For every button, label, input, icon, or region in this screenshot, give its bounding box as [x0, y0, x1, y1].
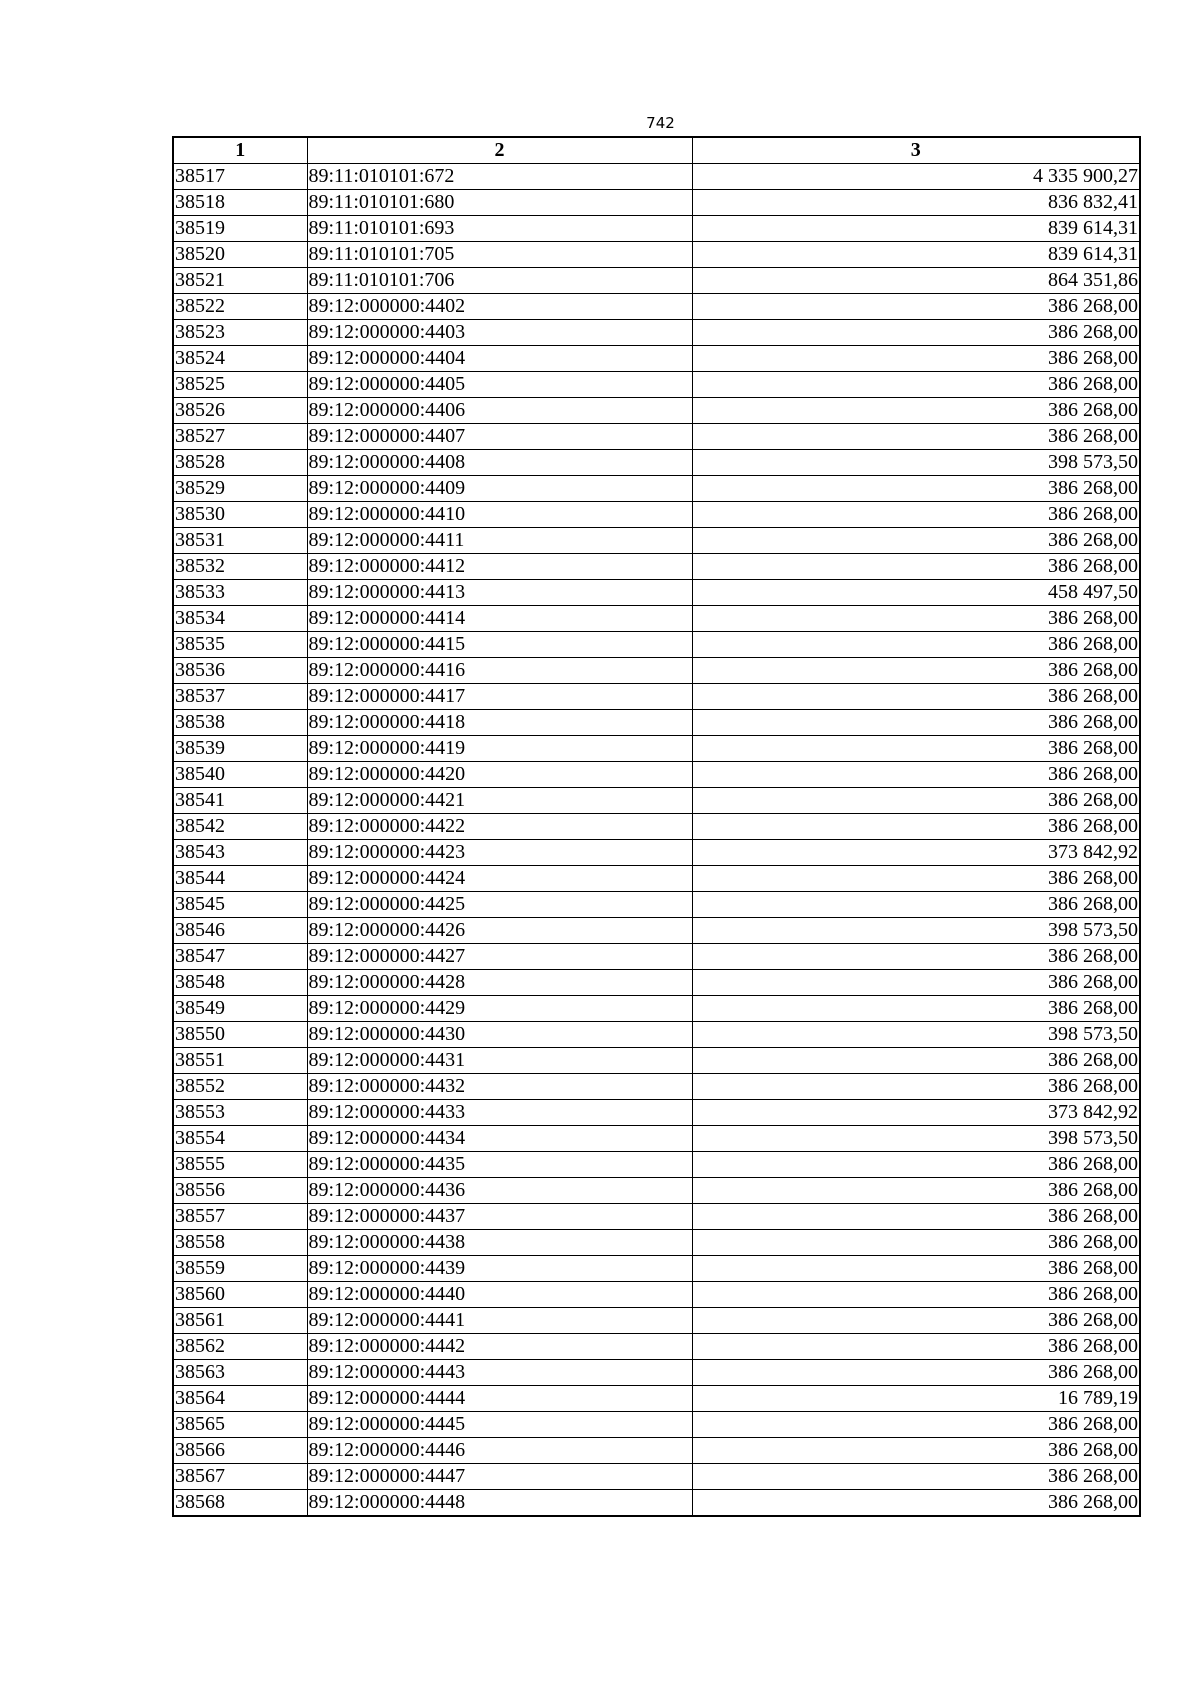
- table-row: [173, 1048, 1140, 1074]
- cadastral-value: 386 268,00: [692, 814, 1140, 840]
- cadastral-number: 89:12:000000:4446: [307, 1438, 692, 1464]
- row-number: 38532: [173, 554, 307, 580]
- cadastral-value: 839 614,31: [692, 242, 1140, 268]
- row-number: 38533: [173, 580, 307, 606]
- row-number: 38537: [173, 684, 307, 710]
- row-number: 38520: [173, 242, 307, 268]
- page-number: 742: [646, 114, 675, 132]
- table-row: [173, 528, 1140, 554]
- cadastral-value: 386 268,00: [692, 736, 1140, 762]
- cadastral-number: 89:12:000000:4421: [307, 788, 692, 814]
- cadastral-value: 386 268,00: [692, 606, 1140, 632]
- table-row: [173, 424, 1140, 450]
- table-row: [173, 1334, 1140, 1360]
- cadastral-value: 386 268,00: [692, 762, 1140, 788]
- cadastral-number: 89:12:000000:4436: [307, 1178, 692, 1204]
- table-row: [173, 294, 1140, 320]
- cadastral-number: 89:12:000000:4439: [307, 1256, 692, 1282]
- row-number: 38522: [173, 294, 307, 320]
- cadastral-number: 89:12:000000:4422: [307, 814, 692, 840]
- cadastral-value: 16 789,19: [692, 1386, 1140, 1412]
- data-table: [172, 136, 1141, 1517]
- table-row: [173, 476, 1140, 502]
- table-row: [173, 242, 1140, 268]
- cadastral-value: 386 268,00: [692, 970, 1140, 996]
- table-row: [173, 814, 1140, 840]
- cadastral-number: 89:12:000000:4409: [307, 476, 692, 502]
- cadastral-number: 89:12:000000:4440: [307, 1282, 692, 1308]
- cadastral-value: 386 268,00: [692, 710, 1140, 736]
- table-header: [173, 137, 1140, 164]
- cadastral-number: 89:12:000000:4402: [307, 294, 692, 320]
- cadastral-value: 386 268,00: [692, 944, 1140, 970]
- cadastral-value: 864 351,86: [692, 268, 1140, 294]
- cadastral-value: 386 268,00: [692, 1412, 1140, 1438]
- cadastral-number: 89:12:000000:4429: [307, 996, 692, 1022]
- row-number: 38543: [173, 840, 307, 866]
- row-number: 38550: [173, 1022, 307, 1048]
- cadastral-value: 386 268,00: [692, 1490, 1140, 1517]
- row-number: 38528: [173, 450, 307, 476]
- cadastral-value: 386 268,00: [692, 1438, 1140, 1464]
- row-number: 38559: [173, 1256, 307, 1282]
- cadastral-number: 89:11:010101:672: [307, 164, 692, 190]
- row-number: 38552: [173, 1074, 307, 1100]
- table-row: [173, 1178, 1140, 1204]
- table-row: [173, 1256, 1140, 1282]
- cadastral-number: 89:12:000000:4438: [307, 1230, 692, 1256]
- cadastral-number: 89:12:000000:4414: [307, 606, 692, 632]
- row-number: 38568: [173, 1490, 307, 1517]
- cadastral-number: 89:12:000000:4420: [307, 762, 692, 788]
- cadastral-number: 89:12:000000:4404: [307, 346, 692, 372]
- cadastral-value: 386 268,00: [692, 1152, 1140, 1178]
- table-row: [173, 216, 1140, 242]
- cadastral-value: 386 268,00: [692, 398, 1140, 424]
- table-row: [173, 320, 1140, 346]
- cadastral-value: 386 268,00: [692, 346, 1140, 372]
- cadastral-number: 89:12:000000:4419: [307, 736, 692, 762]
- cadastral-number: 89:12:000000:4415: [307, 632, 692, 658]
- table-row: [173, 1022, 1140, 1048]
- row-number: 38525: [173, 372, 307, 398]
- row-number: 38562: [173, 1334, 307, 1360]
- cadastral-number: 89:12:000000:4416: [307, 658, 692, 684]
- cadastral-number: 89:11:010101:693: [307, 216, 692, 242]
- row-number: 38519: [173, 216, 307, 242]
- row-number: 38542: [173, 814, 307, 840]
- cadastral-value: 386 268,00: [692, 528, 1140, 554]
- row-number: 38534: [173, 606, 307, 632]
- cadastral-value: 386 268,00: [692, 866, 1140, 892]
- cadastral-number: 89:12:000000:4424: [307, 866, 692, 892]
- table-row: [173, 632, 1140, 658]
- table-row: [173, 1490, 1140, 1517]
- row-number: 38564: [173, 1386, 307, 1412]
- table-row: [173, 1230, 1140, 1256]
- cadastral-value: 4 335 900,27: [692, 164, 1140, 190]
- cadastral-number: 89:12:000000:4448: [307, 1490, 692, 1517]
- row-number: 38563: [173, 1360, 307, 1386]
- cadastral-value: 386 268,00: [692, 1308, 1140, 1334]
- cadastral-value: 386 268,00: [692, 788, 1140, 814]
- cadastral-number: 89:12:000000:4445: [307, 1412, 692, 1438]
- row-number: 38557: [173, 1204, 307, 1230]
- cadastral-number: 89:12:000000:4431: [307, 1048, 692, 1074]
- table-row: [173, 164, 1140, 190]
- cadastral-number: 89:12:000000:4413: [307, 580, 692, 606]
- cadastral-value: 398 573,50: [692, 918, 1140, 944]
- row-number: 38518: [173, 190, 307, 216]
- cadastral-value: 386 268,00: [692, 372, 1140, 398]
- table-row: [173, 710, 1140, 736]
- table-row: [173, 762, 1140, 788]
- cadastral-number: 89:11:010101:680: [307, 190, 692, 216]
- cadastral-number: 89:12:000000:4434: [307, 1126, 692, 1152]
- cadastral-value: 386 268,00: [692, 1360, 1140, 1386]
- cadastral-value: 386 268,00: [692, 424, 1140, 450]
- cadastral-number: 89:12:000000:4417: [307, 684, 692, 710]
- cadastral-number: 89:12:000000:4447: [307, 1464, 692, 1490]
- table-row: [173, 996, 1140, 1022]
- cadastral-number: 89:11:010101:706: [307, 268, 692, 294]
- table-row: [173, 1412, 1140, 1438]
- column-header-3: 3: [692, 137, 1140, 164]
- cadastral-number: 89:12:000000:4426: [307, 918, 692, 944]
- table-row: [173, 944, 1140, 970]
- cadastral-value: 386 268,00: [692, 1282, 1140, 1308]
- cadastral-number: 89:12:000000:4430: [307, 1022, 692, 1048]
- table-row: [173, 554, 1140, 580]
- cadastral-value: 839 614,31: [692, 216, 1140, 242]
- column-header-1: 1: [173, 137, 307, 164]
- table-row: [173, 1438, 1140, 1464]
- table-row: [173, 1282, 1140, 1308]
- cadastral-value: 386 268,00: [692, 1256, 1140, 1282]
- cadastral-number: 89:12:000000:4412: [307, 554, 692, 580]
- table-row: [173, 190, 1140, 216]
- table-row: [173, 1204, 1140, 1230]
- cadastral-number: 89:12:000000:4427: [307, 944, 692, 970]
- cadastral-number: 89:12:000000:4411: [307, 528, 692, 554]
- row-number: 38553: [173, 1100, 307, 1126]
- cadastral-value: 386 268,00: [692, 1230, 1140, 1256]
- table-row: [173, 866, 1140, 892]
- row-number: 38535: [173, 632, 307, 658]
- row-number: 38558: [173, 1230, 307, 1256]
- row-number: 38551: [173, 1048, 307, 1074]
- table-row: [173, 268, 1140, 294]
- cadastral-value: 458 497,50: [692, 580, 1140, 606]
- cadastral-number: 89:12:000000:4418: [307, 710, 692, 736]
- table-row: [173, 346, 1140, 372]
- table-body: [173, 164, 1140, 1517]
- table-row: [173, 502, 1140, 528]
- cadastral-value: 386 268,00: [692, 892, 1140, 918]
- cadastral-value: 386 268,00: [692, 1178, 1140, 1204]
- cadastral-value: 386 268,00: [692, 632, 1140, 658]
- table-row: [173, 892, 1140, 918]
- table-row: [173, 580, 1140, 606]
- row-number: 38555: [173, 1152, 307, 1178]
- row-number: 38549: [173, 996, 307, 1022]
- cadastral-number: 89:12:000000:4403: [307, 320, 692, 346]
- row-number: 38523: [173, 320, 307, 346]
- cadastral-value: 386 268,00: [692, 1048, 1140, 1074]
- table-row: [173, 372, 1140, 398]
- cadastral-value: 386 268,00: [692, 1074, 1140, 1100]
- cadastral-value: 386 268,00: [692, 554, 1140, 580]
- cadastral-value: 373 842,92: [692, 1100, 1140, 1126]
- cadastral-value: 386 268,00: [692, 294, 1140, 320]
- row-number: 38556: [173, 1178, 307, 1204]
- cadastral-value: 386 268,00: [692, 476, 1140, 502]
- row-number: 38565: [173, 1412, 307, 1438]
- cadastral-number: 89:12:000000:4423: [307, 840, 692, 866]
- row-number: 38560: [173, 1282, 307, 1308]
- cadastral-number: 89:12:000000:4437: [307, 1204, 692, 1230]
- cadastral-number: 89:12:000000:4410: [307, 502, 692, 528]
- table-row: [173, 1308, 1140, 1334]
- cadastral-value: 373 842,92: [692, 840, 1140, 866]
- table-row: [173, 736, 1140, 762]
- row-number: 38530: [173, 502, 307, 528]
- cadastral-number: 89:12:000000:4432: [307, 1074, 692, 1100]
- table-row: [173, 1360, 1140, 1386]
- row-number: 38567: [173, 1464, 307, 1490]
- row-number: 38538: [173, 710, 307, 736]
- row-number: 38539: [173, 736, 307, 762]
- row-number: 38554: [173, 1126, 307, 1152]
- cadastral-value: 386 268,00: [692, 1204, 1140, 1230]
- row-number: 38527: [173, 424, 307, 450]
- table-row: [173, 684, 1140, 710]
- table-row: [173, 1074, 1140, 1100]
- table-row: [173, 918, 1140, 944]
- table-row: [173, 658, 1140, 684]
- cadastral-value: 386 268,00: [692, 658, 1140, 684]
- row-number: 38548: [173, 970, 307, 996]
- row-number: 38517: [173, 164, 307, 190]
- row-number: 38546: [173, 918, 307, 944]
- column-header-2: 2: [307, 137, 692, 164]
- cadastral-value: 398 573,50: [692, 1022, 1140, 1048]
- cadastral-value: 398 573,50: [692, 450, 1140, 476]
- table-row: [173, 450, 1140, 476]
- table-row: [173, 1152, 1140, 1178]
- row-number: 38545: [173, 892, 307, 918]
- row-number: 38526: [173, 398, 307, 424]
- cadastral-value: 386 268,00: [692, 1464, 1140, 1490]
- row-number: 38566: [173, 1438, 307, 1464]
- cadastral-number: 89:12:000000:4442: [307, 1334, 692, 1360]
- row-number: 38531: [173, 528, 307, 554]
- cadastral-number: 89:12:000000:4428: [307, 970, 692, 996]
- row-number: 38541: [173, 788, 307, 814]
- row-number: 38544: [173, 866, 307, 892]
- cadastral-value: 386 268,00: [692, 996, 1140, 1022]
- cadastral-value: 398 573,50: [692, 1126, 1140, 1152]
- cadastral-number: 89:12:000000:4435: [307, 1152, 692, 1178]
- table-row: [173, 970, 1140, 996]
- table-row: [173, 788, 1140, 814]
- table-row: [173, 398, 1140, 424]
- cadastral-number: 89:11:010101:705: [307, 242, 692, 268]
- row-number: 38521: [173, 268, 307, 294]
- cadastral-value: 386 268,00: [692, 684, 1140, 710]
- cadastral-number: 89:12:000000:4444: [307, 1386, 692, 1412]
- row-number: 38536: [173, 658, 307, 684]
- cadastral-value: 386 268,00: [692, 320, 1140, 346]
- table-row: [173, 1126, 1140, 1152]
- table-row: [173, 1464, 1140, 1490]
- cadastral-number: 89:12:000000:4406: [307, 398, 692, 424]
- row-number: 38524: [173, 346, 307, 372]
- row-number: 38561: [173, 1308, 307, 1334]
- cadastral-number: 89:12:000000:4433: [307, 1100, 692, 1126]
- table-row: [173, 1100, 1140, 1126]
- cadastral-number: 89:12:000000:4407: [307, 424, 692, 450]
- row-number: 38547: [173, 944, 307, 970]
- cadastral-number: 89:12:000000:4443: [307, 1360, 692, 1386]
- cadastral-number: 89:12:000000:4441: [307, 1308, 692, 1334]
- cadastral-value: 836 832,41: [692, 190, 1140, 216]
- header-row: [173, 137, 1140, 164]
- cadastral-value: 386 268,00: [692, 1334, 1140, 1360]
- cadastral-number: 89:12:000000:4425: [307, 892, 692, 918]
- cadastral-number: 89:12:000000:4408: [307, 450, 692, 476]
- cadastral-value: 386 268,00: [692, 502, 1140, 528]
- row-number: 38529: [173, 476, 307, 502]
- table-row: [173, 840, 1140, 866]
- row-number: 38540: [173, 762, 307, 788]
- cadastral-number: 89:12:000000:4405: [307, 372, 692, 398]
- table-row: [173, 606, 1140, 632]
- table-row: [173, 1386, 1140, 1412]
